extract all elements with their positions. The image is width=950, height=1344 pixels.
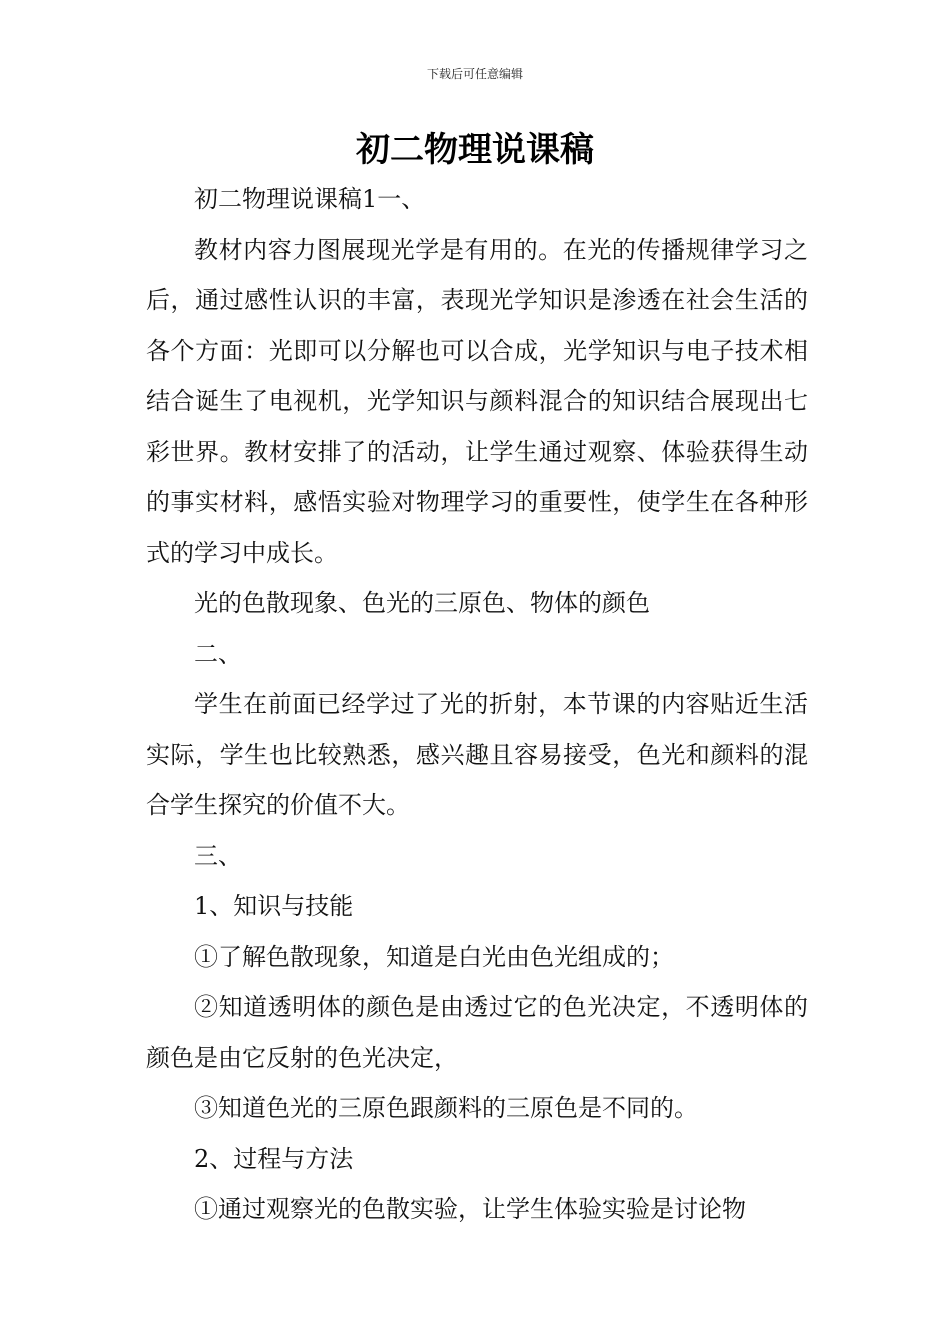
paragraph-student-analysis: 学生在前面已经学过了光的折射，本节课的内容贴近生活实际，学生也比较熟悉，感兴趣且容易接受，色光和颜料的混合学生探究的价值不大。 [146, 690, 808, 819]
subheading-process-method: 2、过程与方法 [194, 1144, 354, 1173]
paragraph-textbook-content: 教材内容力图展现光学是有用的。在光的传播规律学习之后，通过感性认识的丰富，表现光学知识是渗透在社会生活的各个方面：光即可以分解也可以合成，光学知识与电子技术相结合诞生了电视机，光学知识与颜料混合的知识结合展现出七彩世界。教材安排了的活动，让学生通过观察、体验获得生动的事实材料，感悟实验对物理学习的重要性，使学生在各种形式的学习中成长。 [146, 235, 808, 567]
document-title: 初二物理说课稿 [356, 130, 594, 170]
section-heading-three: 三、 [194, 841, 242, 870]
list-item-goal-1: ①了解色散现象，知道是白光由色光组成的； [194, 942, 674, 971]
section-heading-two: 二、 [194, 639, 242, 668]
header-note: 下载后可任意编辑 [426, 67, 523, 81]
paragraph-intro-heading: 初二物理说课稿1一、 [194, 185, 426, 213]
paragraph-topics: 光的色散现象、色光的三原色、物体的颜色 [194, 589, 650, 617]
list-item-process-1: ①通过观察光的色散实验，让学生体验实验是讨论物 [194, 1195, 746, 1223]
list-item-goal-2: ②知道透明体的颜色是由透过它的色光决定，不透明体的颜色是由它反射的色光决定， [146, 993, 808, 1072]
list-item-goal-3: ③知道色光的三原色跟颜料的三原色是不同的。 [194, 1094, 698, 1122]
document-body [146, 174, 808, 1235]
subheading-knowledge-skills: 1、知识与技能 [194, 892, 354, 920]
